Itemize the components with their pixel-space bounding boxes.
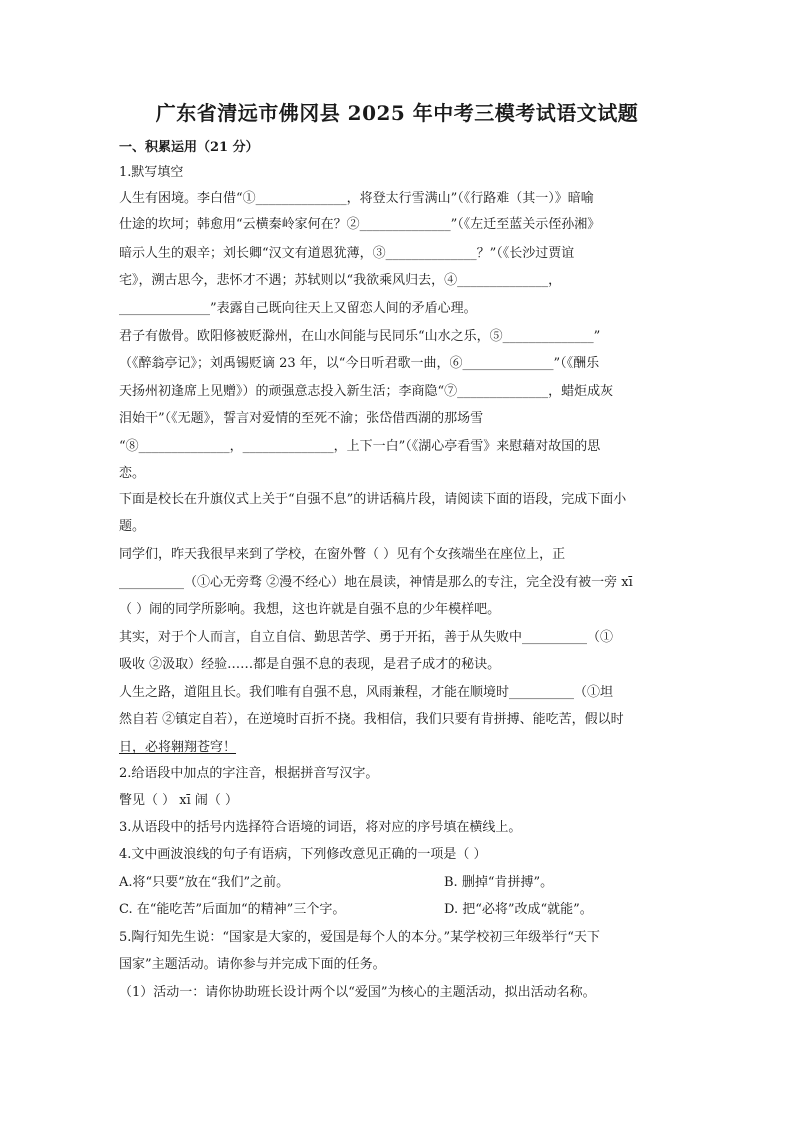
section-heading: 一、积累运用（21 分） (119, 140, 259, 155)
q1-text-line: 泪始干”（《无题》，誓言对爱情的至死不渝；张岱借西湖的那场雪 (119, 411, 484, 426)
option-c: C. 在“能吃苦”后面加“的精神”三个字。 (119, 902, 346, 917)
question-1-heading: 1.默写填空 (119, 165, 184, 180)
option-b: B. 删掉“肯拼搏”。 (444, 875, 554, 890)
passage-intro: 下面是校长在升旗仪式上关于“自强不息”的讲话稿片段，请阅读下面的语段，完成下面小 (119, 492, 627, 507)
passage-intro: 题。 (119, 519, 146, 534)
question-5-task-1: （1）活动一：请你协助班长设计两个以“爱国”为核心的主题活动，拟出活动名称。 (119, 985, 596, 1000)
q1-text-line: “⑧______________，______________，上下一白”（《湖心亭看雪》来慰藉对故国的思 (119, 439, 601, 454)
q1-text-line: 仕途的坎坷；韩愈用“云横秦岭家何在？②______________”（《左迁至蓝关示侄孙湘》 (119, 217, 601, 232)
exam-title: 广东省清远市佛冈县 2025 年中考三模考试语文试题 (155, 101, 639, 125)
q1-text-line: 君子有傲骨。欧阳修被贬滁州，在山水间能与民同乐“山水之乐，⑤______________” (119, 329, 601, 344)
question-2-blanks: 瞥见（ ） xī 闹（ ） (119, 793, 239, 808)
passage-line: 人生之路，道阻且长。我们唯有自强不息，风雨兼程，才能在顺境时__________（①坦 (119, 685, 614, 700)
q1-text-line: 人生有困境。李白借“①______________，将登太行雪满山”（《行路难（其一）》暗喻 (119, 191, 594, 206)
q1-text-line: 天扬州初逢席上见赠》）的顽强意志投入新生活；李商隐“⑦______________，蜡炬成灰 (119, 384, 614, 399)
q1-text-line: 暗示人生的艰辛；刘长卿“汉文有道恩犹薄，③______________？”（《长沙过贾谊 (119, 246, 575, 261)
passage-line: 其实，对于个人而言，自立自信、勤思苦学、勇于开拓，善于从失败中__________（① (119, 630, 614, 645)
option-d: D. 把“必将”改成“就能”。 (444, 902, 593, 917)
q1-text-line: （《醉翁亭记》；刘禹锡贬谪 23 年，以“今日听君歌一曲，⑥______________”（《酬乐 (119, 356, 600, 371)
option-a: A.将“只要”放在“我们”之前。 (119, 875, 290, 890)
wavy-underlined-sentence: 日，必将翱翔苍穹！ (119, 740, 237, 755)
passage-line: __________（①心无旁骛 ②漫不经心）地在晨读，神情是那么的专注，完全没有被一旁 xī (119, 575, 633, 590)
q1-text-line: 宅》，溯古思今，悲怀才不遇；苏轼则以“我欲乘风归去，④______________， (119, 273, 562, 288)
q1-text-line: ______________”表露自己既向往天上又留恋人间的矛盾心理。 (119, 301, 477, 316)
question-3: 3.从语段中的括号内选择符合语境的词语，将对应的序号填在横线上。 (119, 820, 522, 835)
question-2: 2.给语段中加点的字注音，根据拼音写汉字。 (119, 766, 379, 781)
passage-line: 吸收 ②汲取）经验……都是自强不息的表现，是君子成才的秘诀。 (119, 657, 501, 672)
passage-line: 同学们，昨天我很早来到了学校，在窗外瞥（ ）见有个女孩端坐在座位上，正 (119, 547, 566, 562)
question-5: 国家”主题活动。请你参与并完成下面的任务。 (119, 957, 386, 972)
passage-line: （ ）闹的同学所影响。我想，这也许就是自强不息的少年模样吧。 (119, 602, 501, 617)
q1-text-line: 恋。 (119, 466, 146, 481)
question-4: 4.文中画波浪线的句子有语病，下列修改意见正确的一项是（ ） (119, 847, 487, 862)
passage-line: 然自若 ②镇定自若），在逆境时百折不挠。我相信，我们只要有肯拼搏、能吃苦，假以时 (119, 712, 624, 727)
question-5: 5.陶行知先生说：“国家是大家的，爱国是每个人的本分。”某学校初三年级举行“天下 (119, 930, 600, 945)
